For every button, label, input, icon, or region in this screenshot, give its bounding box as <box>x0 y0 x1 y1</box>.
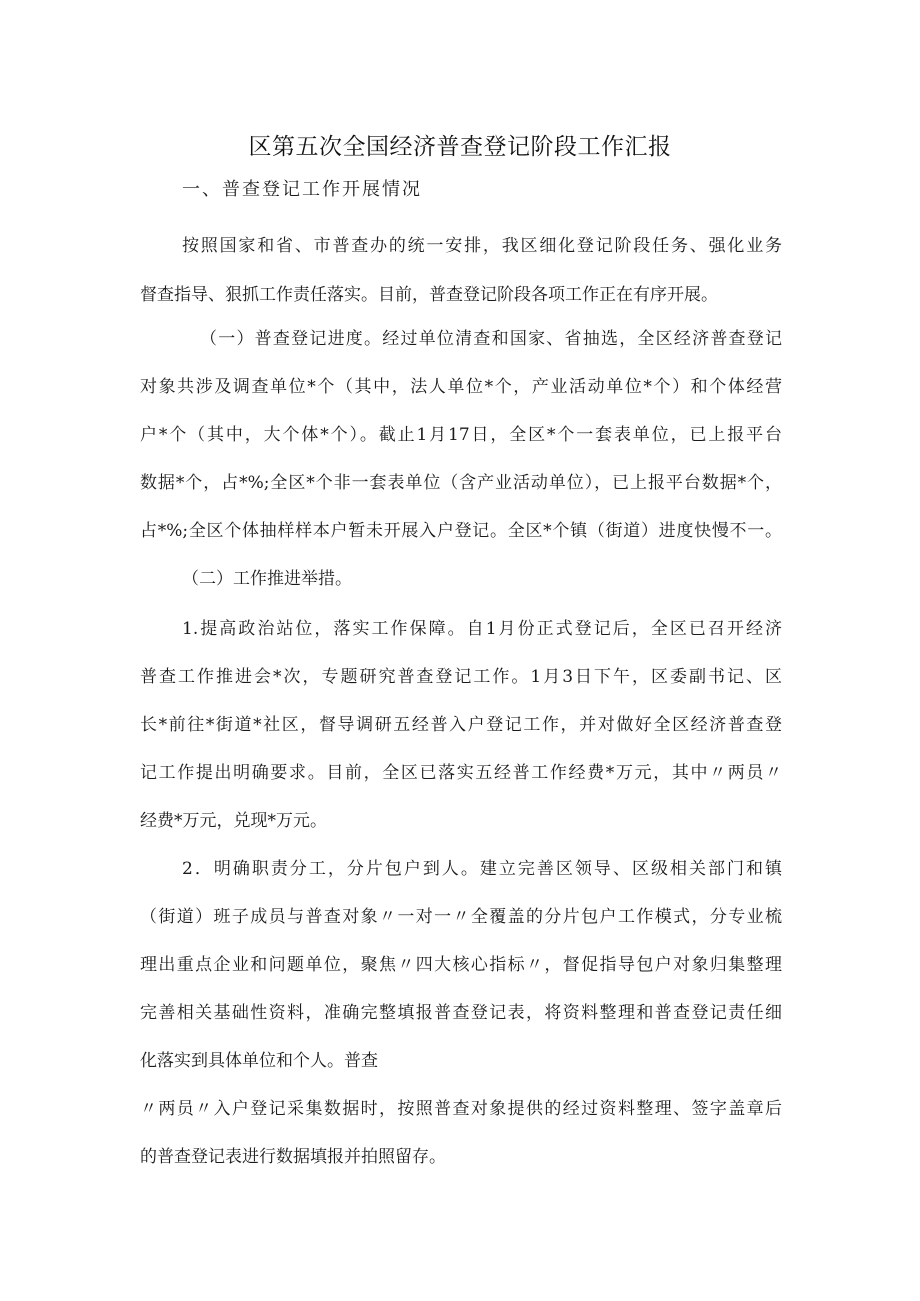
paragraph-line: （街道）班子成员与普查对象〃一对一〃全覆盖的分片包户工作模式，分专业梳 <box>140 907 782 927</box>
paragraph-line: （一）普查登记进度。经过单位清查和国家、省抽选，全区经济普查登记 <box>200 329 782 349</box>
paragraph-line: 记工作提出明确要求。目前，全区已落实五经普工作经费*万元，其中〃两员〃 <box>140 763 782 783</box>
paragraph-line: 长*前往*街道*社区，督导调研五经普入户登记工作，并对做好全区经济普查登 <box>140 715 782 735</box>
paragraph-line: 督查指导、狠抓工作责任落实。目前，普查登记阶段各项工作正在有序开展。 <box>140 285 718 305</box>
paragraph-line: 的普查登记表进行数据填报并拍照留存。 <box>140 1147 446 1167</box>
paragraph-line: 户*个（其中，大个体*个）。截止1月17日，全区*个一套表单位，已上报平台 <box>140 425 782 445</box>
paragraph-line: 1.提高政治站位，落实工作保障。自1月份正式登记后，全区已召开经济 <box>182 619 782 639</box>
document-title: 区第五次全国经济普查登记阶段工作汇报 <box>248 134 672 160</box>
paragraph-line: 化落实到具体单位和个人。普查 <box>140 1051 378 1071</box>
subsection-heading: （二）工作推进举措。 <box>182 569 352 589</box>
section-heading: 一、普查登记工作开展情况 <box>182 179 422 200</box>
paragraph-line: 〃两员〃入户登记采集数据时，按照普查对象提供的经过资料整理、签字盖章后 <box>140 1099 782 1119</box>
paragraph-line: 数据*个，占*%;全区*个非一套表单位（含产业活动单位），已上报平台数据*个， <box>140 473 782 493</box>
paragraph-line: 对象共涉及调查单位*个（其中，法人单位*个，产业活动单位*个）和个体经营 <box>140 377 782 397</box>
paragraph-line: 2．明确职责分工，分片包户到人。建立完善区领导、区级相关部门和镇 <box>182 859 782 879</box>
paragraph-line: 理出重点企业和问题单位，聚焦〃四大核心指标〃，督促指导包户对象归集整理 <box>140 955 782 975</box>
paragraph-line: 普查工作推进会*次，专题研究普查登记工作。1月3日下午，区委副书记、区 <box>140 667 782 687</box>
paragraph-line: 按照国家和省、市普查办的统一安排，我区细化登记阶段任务、强化业务 <box>182 236 782 256</box>
paragraph-line: 占*%;全区个体抽样样本户暂未开展入户登记。全区*个镇（街道）进度快慢不一。 <box>140 521 782 541</box>
paragraph-line: 经费*万元，兑现*万元。 <box>140 811 327 831</box>
paragraph-line: 完善相关基础性资料，准确完整填报普查登记表，将资料整理和普查登记责任细 <box>140 1003 782 1023</box>
